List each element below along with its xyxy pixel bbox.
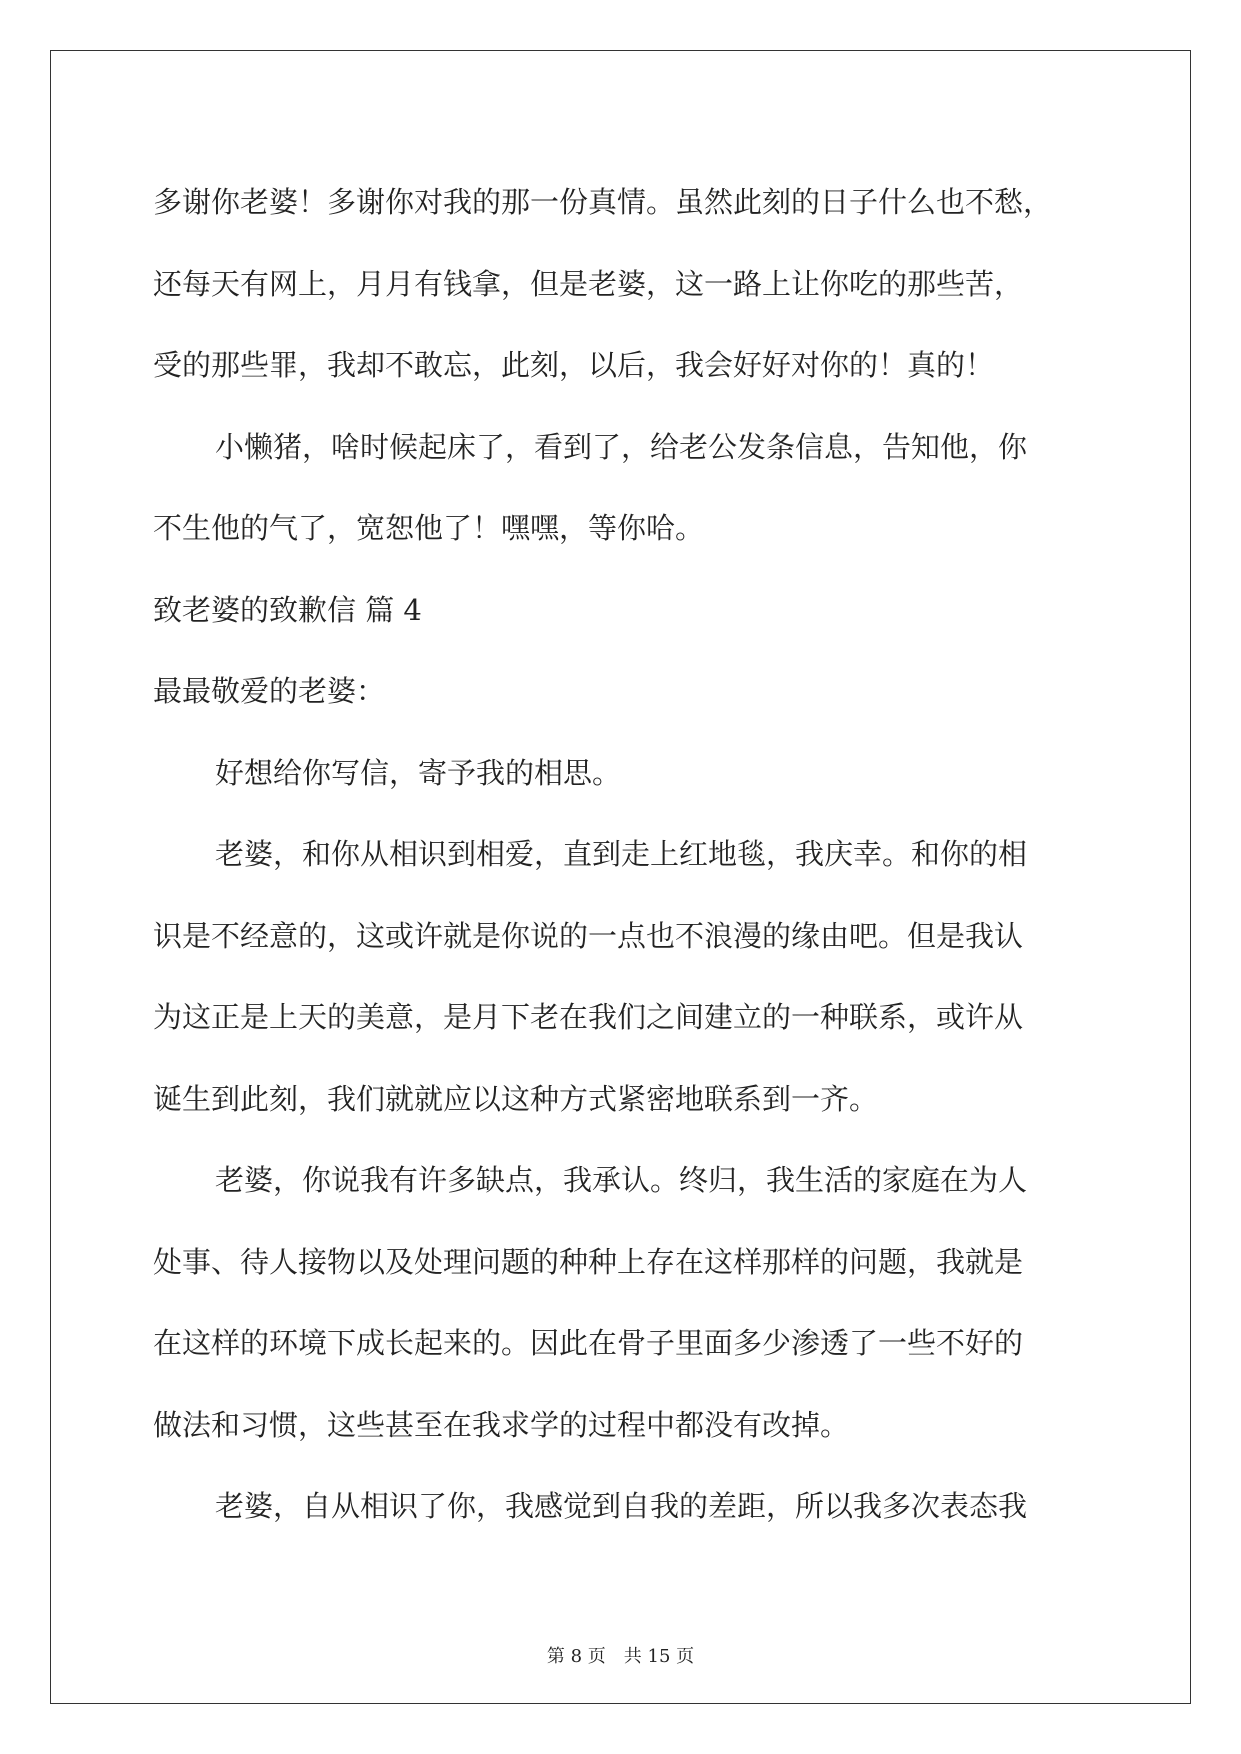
page-footer [0, 1642, 1241, 1668]
text-line: 小懒猪，啥时候起床了，看到了，给老公发条信息，告知他，你 [215, 429, 1028, 464]
text-line: 识是不经意的，这或许就是你说的一点也不浪漫的缘由吧。但是我认 [153, 918, 1024, 953]
text-line: 好想给你写信，寄予我的相思。 [215, 755, 622, 790]
section-heading: 致老婆的致歉信 篇 4 [153, 592, 422, 627]
page-number: 第 8 页 [546, 1646, 606, 1667]
text-line: 老婆，自从相识了你，我感觉到自我的差距，所以我多次表态我 [215, 1489, 1028, 1523]
page-total: 共 15 页 [623, 1646, 695, 1667]
text-line: 多谢你老婆！多谢你对我的那一份真情。虽然此刻的日子什么也不愁， [153, 185, 1053, 219]
document-body [153, 162, 1093, 1548]
text-line: 受的那些罪，我却不敢忘，此刻，以后，我会好好对你的！真的！ [153, 348, 995, 382]
text-line: 为这正是上天的美意，是月下老在我们之间建立的一种联系，或许从 [153, 1000, 1024, 1034]
text-line: 不生他的气了，宽恕他了！嘿嘿，等你哈。 [153, 511, 705, 545]
text-line: 诞生到此刻，我们就就应以这种方式紧密地联系到一齐。 [153, 1081, 879, 1116]
text-line: 处事、待人接物以及处理问题的种种上存在这样那样的问题，我就是 [153, 1244, 1024, 1279]
text-line: 老婆，你说我有许多缺点，我承认。终归，我生活的家庭在为人 [215, 1163, 1028, 1197]
text-line: 老婆，和你从相识到相爱，直到走上红地毯，我庆幸。和你的相 [215, 837, 1028, 871]
salutation: 最最敬爱的老婆： [153, 674, 386, 708]
text-line: 做法和习惯，这些甚至在我求学的过程中都没有改掉。 [153, 1407, 850, 1442]
text-line: 还每天有网上，月月有钱拿，但是老婆，这一路上让你吃的那些苦， [153, 266, 1024, 301]
text-line: 在这样的环境下成长起来的。因此在骨子里面多少渗透了一些不好的 [153, 1326, 1024, 1360]
